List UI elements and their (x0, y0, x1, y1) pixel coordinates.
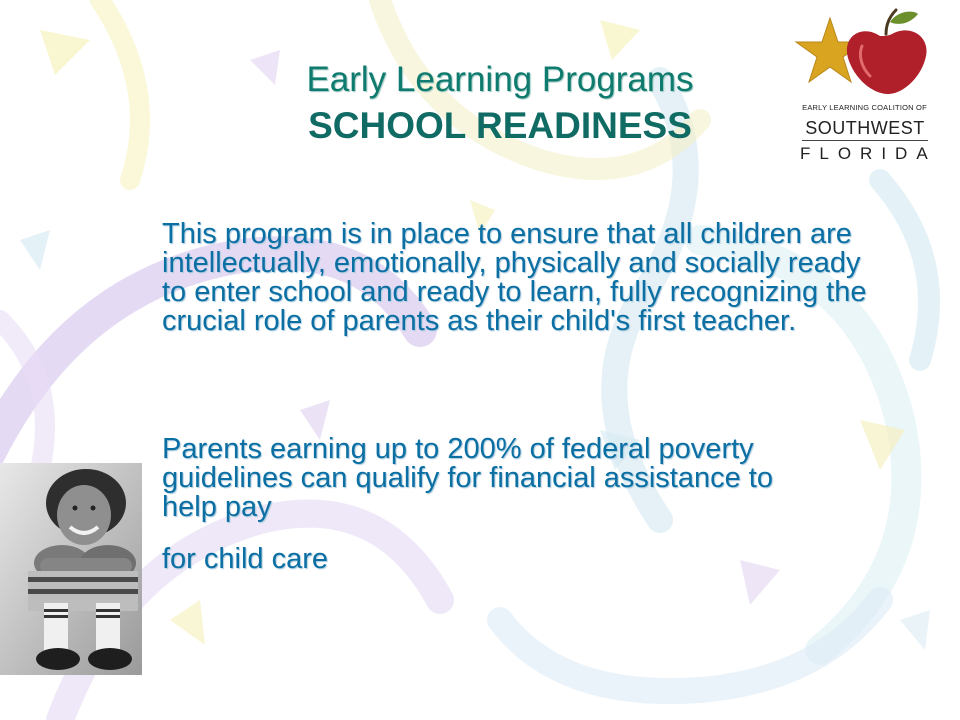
coalition-logo (792, 6, 937, 171)
eligibility-text: Parents earning up to 200% of federal poverty guidelines can qualify for financial assistance to help pay (162, 433, 773, 523)
logo-text-coalition: EARLY LEARNING COALITION OF (802, 103, 927, 112)
program-description: This program is in place to ensure that all children are intellectually, emotionally, physically and socially ready to enter school and ready to learn, fully recognizing the crucial role of parents as their child's first teacher. (162, 218, 867, 337)
apple-icon (847, 10, 927, 94)
slide-subtitle: SCHOOL READINESS (308, 105, 692, 146)
child-photo (0, 463, 142, 675)
slide-title: Early Learning Programs (306, 60, 694, 99)
eligibility-continuation: for child care (162, 543, 329, 575)
logo-divider (802, 140, 928, 141)
logo-text-southwest: SOUTHWEST (805, 118, 925, 138)
logo-text-florida: FLORIDA (800, 144, 937, 163)
